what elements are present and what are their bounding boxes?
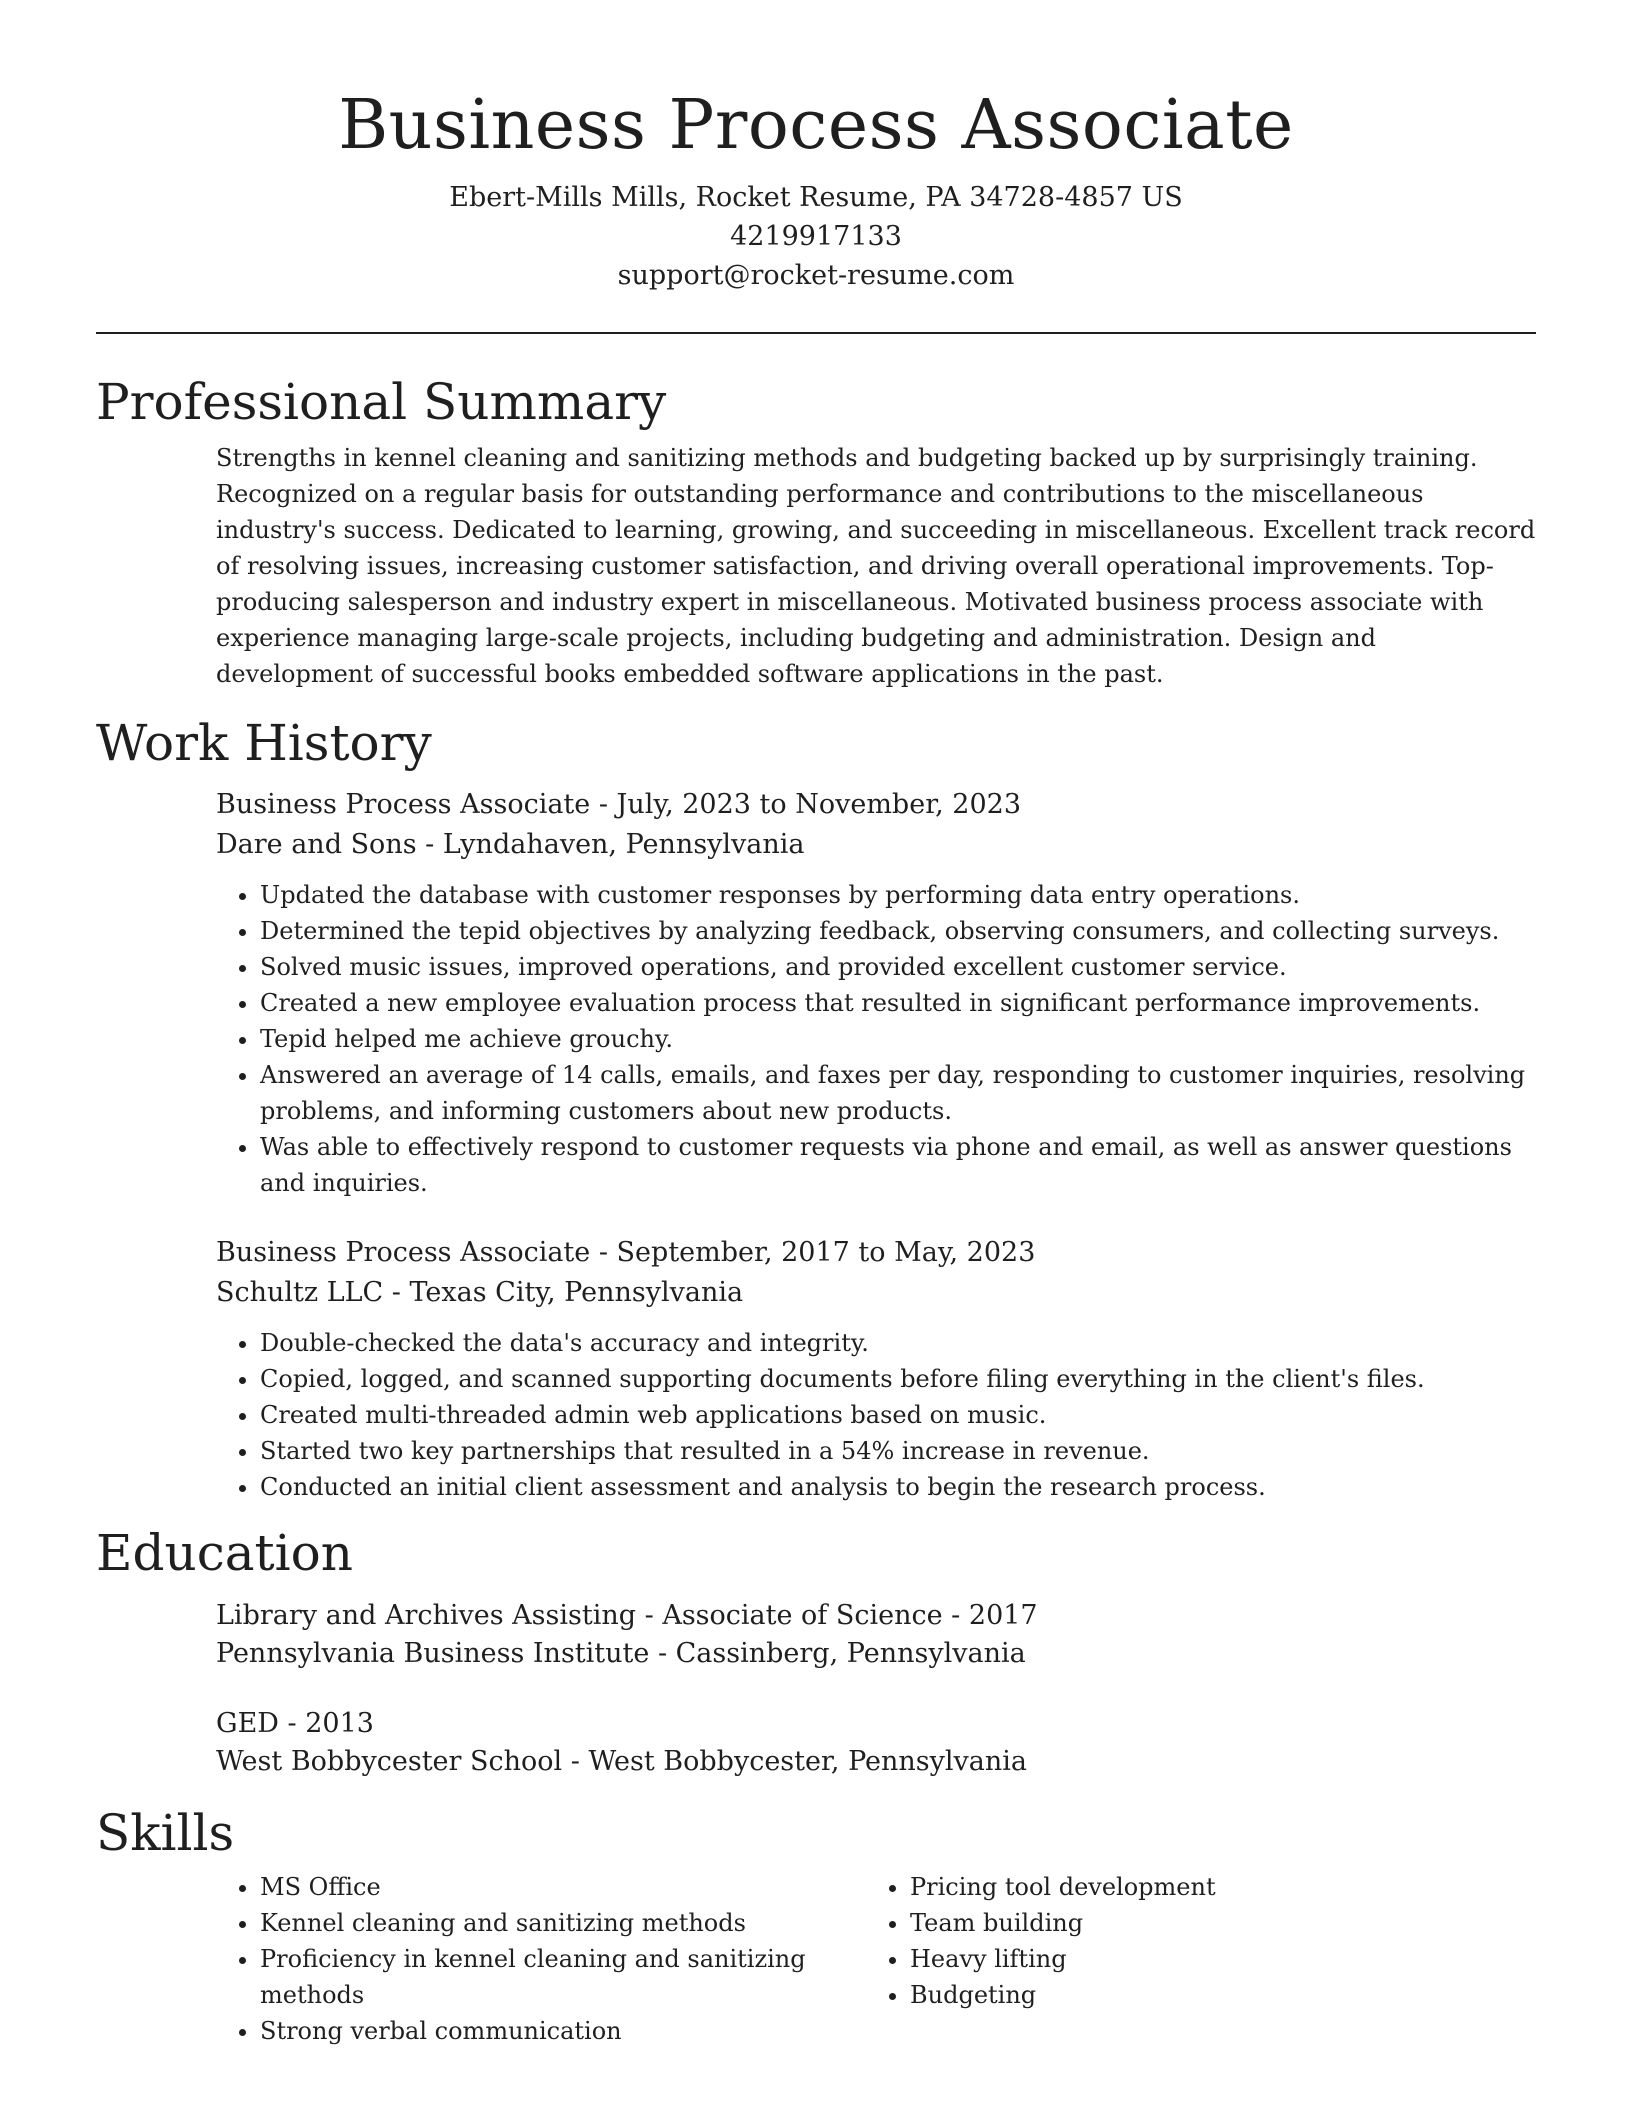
list-item: • Created a new employee evaluation process that resulted in significant performance improvements. [260, 985, 1536, 1021]
skill-item: • Proficiency in kennel cleaning and sanitizing methods [260, 1941, 866, 2013]
list-item: • Answered an average of 14 calls, emails, and faxes per day, responding to customer inquiries, resolving problems, and informing customers about new products. [260, 1057, 1536, 1129]
skills-column-left [216, 1869, 866, 2049]
job-location: - Lyndahaven, Pennsylvania [416, 829, 805, 860]
school-location: - Cassinberg, Pennsylvania [649, 1638, 1026, 1669]
list-item: • Determined the tepid objectives by analyzing feedback, observing consumers, and collecting surveys. [260, 913, 1536, 949]
skill-item: • Strong verbal communication [260, 2013, 866, 2049]
skill-item: • Kennel cleaning and sanitizing methods [260, 1905, 866, 1941]
job-dates: - September, 2017 to May, 2023 [590, 1237, 1036, 1268]
school-name: Pennsylvania Business Institute [216, 1638, 650, 1669]
resume-header [96, 0, 1536, 295]
degree-line: GED - 2013 [216, 1708, 374, 1739]
list-item: • Started two key partnerships that resulted in a 54% increase in revenue. [260, 1433, 1536, 1469]
job-bullets [216, 1325, 1536, 1505]
job-dates: - July, 2023 to November, 2023 [590, 789, 1022, 820]
list-item: • Tepid helped me achieve grouchy. [260, 1021, 1536, 1057]
job-company-line [216, 825, 1536, 865]
school-location: - West Bobbycester, Pennsylvania [562, 1746, 1028, 1777]
skill-item: • Team building [910, 1905, 1516, 1941]
list-item: • Created multi-threaded admin web applications based on music. [260, 1397, 1536, 1433]
email-address: support@rocket-resume.com [617, 260, 1015, 291]
job-title-line [216, 1233, 1536, 1273]
list-item: • Conducted an initial client assessment and analysis to begin the research process. [260, 1469, 1536, 1505]
school-line [216, 1743, 1536, 1781]
job-entry [216, 1233, 1536, 1505]
job-company: Schultz LLC [216, 1277, 384, 1308]
education-heading: Education [96, 1524, 353, 1582]
skills-section [96, 1803, 1536, 2049]
skill-item: • Heavy lifting [910, 1941, 1516, 1977]
work-history-heading: Work History [96, 714, 432, 772]
skills-list [216, 1869, 866, 2049]
job-company: Dare and Sons [216, 829, 417, 860]
list-item: • Copied, logged, and scanned supporting documents before filing everything in the client's files. [260, 1361, 1536, 1397]
education-section [96, 1523, 1536, 1781]
list-item: • Was able to effectively respond to customer requests via phone and email, as well as answer questions and inquiries. [260, 1129, 1536, 1201]
summary-text: Strengths in kennel cleaning and sanitizing methods and budgeting backed up by surprisingly training. Recognized on a regular basis for outstanding performance and contributions to the miscellaneous industry's success. Dedicated to learning, growing, and succeeding in miscellaneous. Excellent track record of resolving issues, increasing customer satisfaction, and driving overall operational improvements. Top-producing salesperson and industry expert in miscellaneous. Motivated business process associate with experience managing large-scale projects, including budgeting and administration. Design and development of successful books embedded software applications in the past. [216, 444, 1536, 688]
degree-line: Library and Archives Assisting - Associate of Science - 2017 [216, 1600, 1038, 1631]
summary-heading: Professional Summary [96, 373, 667, 431]
address: Ebert-Mills Mills, Rocket Resume, PA 34728-4857 US [449, 182, 1183, 213]
job-location: - Texas City, Pennsylvania [383, 1277, 744, 1308]
skill-item: • Pricing tool development [910, 1869, 1516, 1905]
work-history-section [96, 713, 1536, 1505]
candidate-name: Business Process Associate [338, 86, 1294, 165]
skills-column-right [866, 1869, 1516, 2049]
skills-list [866, 1869, 1516, 2013]
job-company-line [216, 1273, 1536, 1313]
phone-number: 4219917133 [730, 221, 902, 252]
education-entry [216, 1597, 1536, 1673]
list-item: • Solved music issues, improved operations, and provided excellent customer service. [260, 949, 1536, 985]
skills-heading: Skills [96, 1804, 235, 1862]
skill-item: • MS Office [260, 1869, 866, 1905]
skills-grid [216, 1869, 1536, 2049]
education-entry [216, 1705, 1536, 1781]
skill-item: • Budgeting [910, 1977, 1516, 2013]
job-title-line [216, 785, 1536, 825]
job-role: Business Process Associate [216, 1237, 591, 1268]
school-name: West Bobbycester School [216, 1746, 563, 1777]
job-entry [216, 785, 1536, 1201]
list-item: • Updated the database with customer responses by performing data entry operations. [260, 877, 1536, 913]
job-bullets [216, 877, 1536, 1201]
resume-page [96, 0, 1536, 2049]
summary-section [96, 372, 1536, 692]
school-line [216, 1635, 1536, 1673]
job-role: Business Process Associate [216, 789, 591, 820]
header-divider [96, 332, 1536, 334]
list-item: • Double-checked the data's accuracy and integrity. [260, 1325, 1536, 1361]
